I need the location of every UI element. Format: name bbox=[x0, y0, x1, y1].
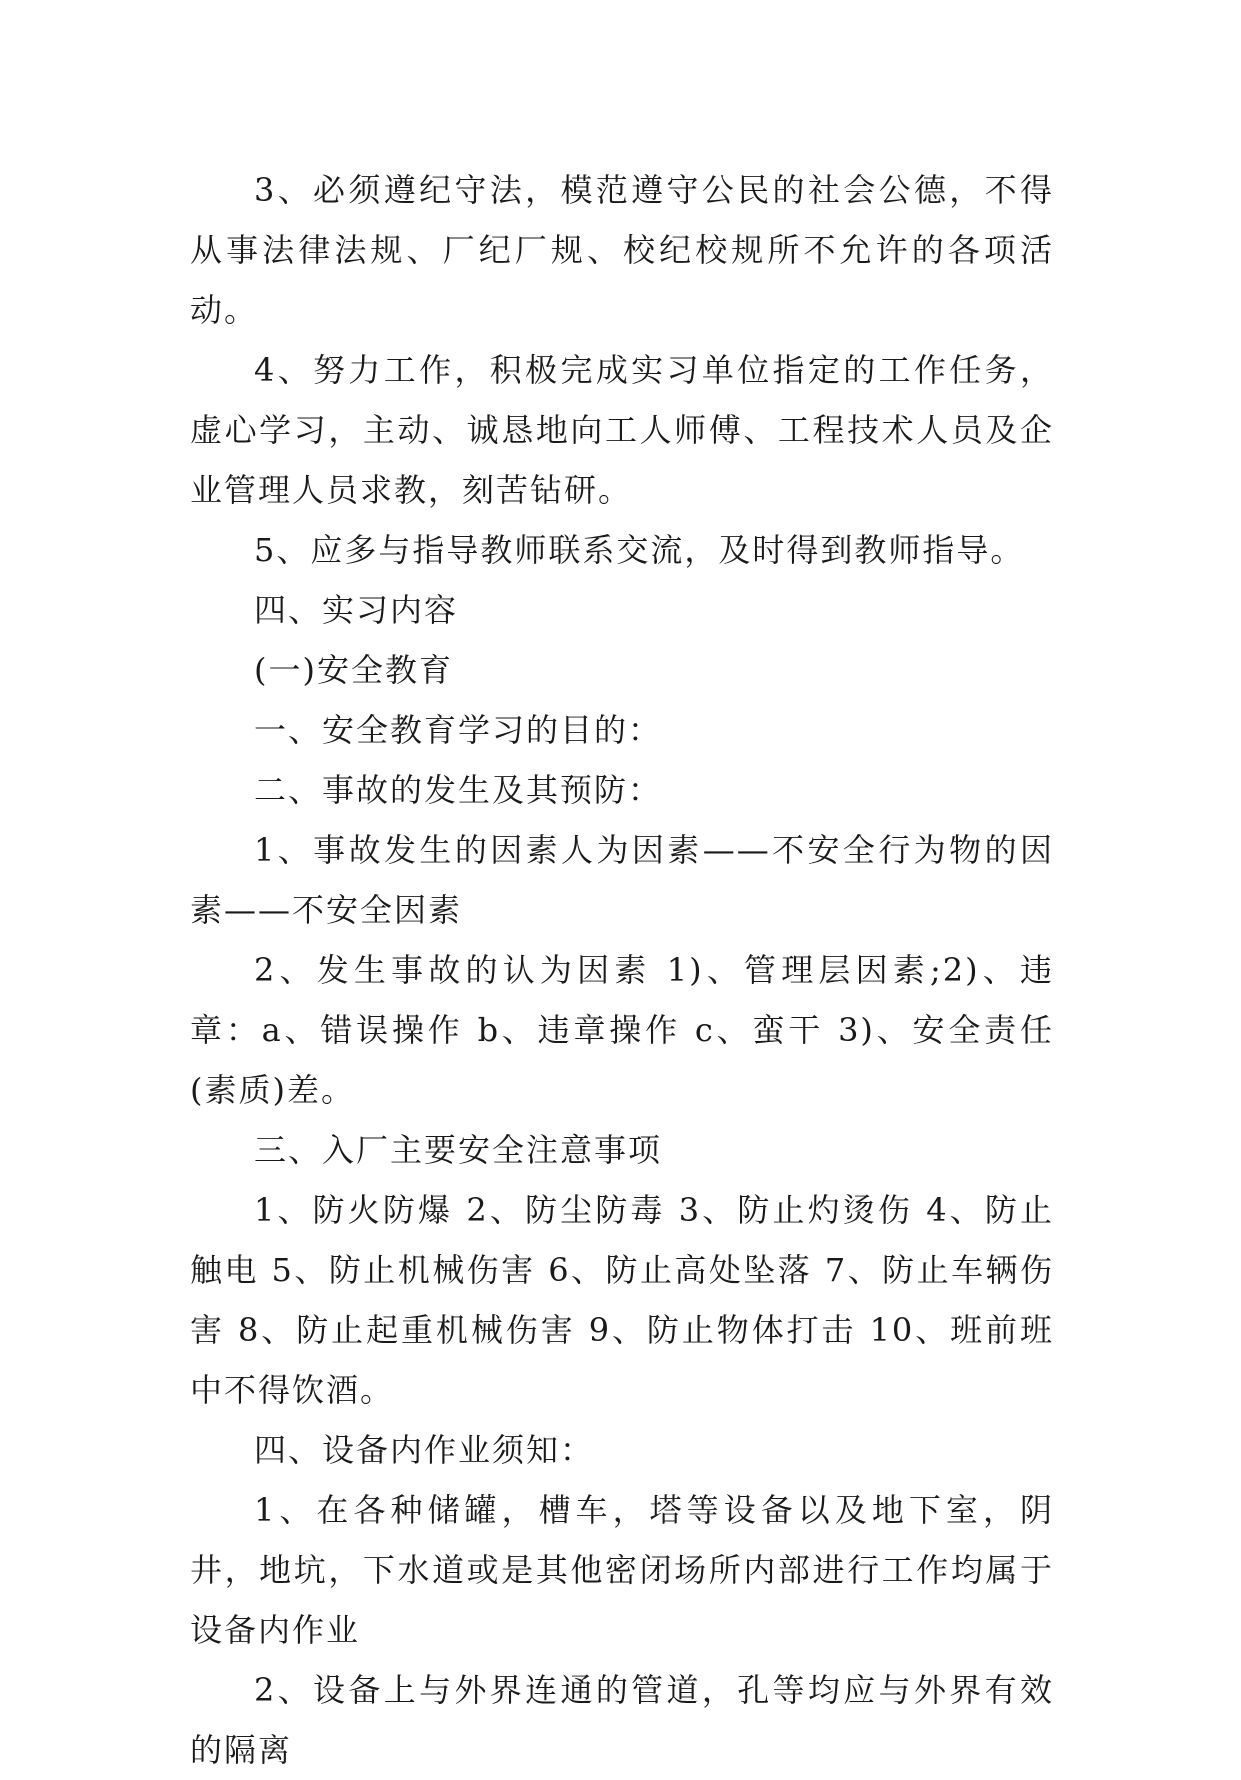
paragraph: 3、必须遵纪守法，模范遵守公民的社会公德，不得从事法律法规、厂纪厂规、校纪校规所不允许的各项活动。 bbox=[190, 171, 1054, 329]
item-heading: 三、入厂主要安全注意事项 bbox=[254, 1131, 663, 1169]
paragraph: 4、努力工作，积极完成实习单位指定的工作任务，虚心学习，主动、诚恳地向工人师傅、工程技术人员及企业管理人员求教，刻苦钻研。 bbox=[190, 351, 1054, 509]
paragraph: 1、防火防爆 2、防尘防毒 3、防止灼烫伤 4、防止触电 5、防止机械伤害 6、防止高处坠落 7、防止车辆伤害 8、防止起重机械伤害 9、防止物体打击 10、班前班中不得饮酒。 bbox=[190, 1191, 1054, 1409]
item-heading: 一、安全教育学习的目的： bbox=[254, 711, 663, 749]
item-heading: 四、设备内作业须知： bbox=[254, 1431, 595, 1469]
subsection-heading: (一)安全教育 bbox=[254, 651, 453, 689]
section-heading: 四、实习内容 bbox=[254, 591, 459, 629]
item-heading: 二、事故的发生及其预防： bbox=[254, 771, 663, 809]
paragraph: 5、应多与指导教师联系交流，及时得到教师指导。 bbox=[254, 531, 1025, 569]
paragraph: 2、设备上与外界连通的管道，孔等均应与外界有效的隔离 bbox=[190, 1671, 1054, 1769]
document-body bbox=[190, 160, 1054, 1780]
paragraph: 1、在各种储罐，槽车，塔等设备以及地下室，阴井，地坑，下水道或是其他密闭场所内部进行工作均属于设备内作业 bbox=[190, 1491, 1054, 1649]
paragraph: 1、事故发生的因素人为因素——不安全行为物的因素——不安全因素 bbox=[190, 831, 1054, 929]
paragraph: 2、发生事故的认为因素 1)、管理层因素;2)、违章：a、错误操作 b、违章操作 c、蛮干 3)、安全责任(素质)差。 bbox=[190, 951, 1054, 1109]
